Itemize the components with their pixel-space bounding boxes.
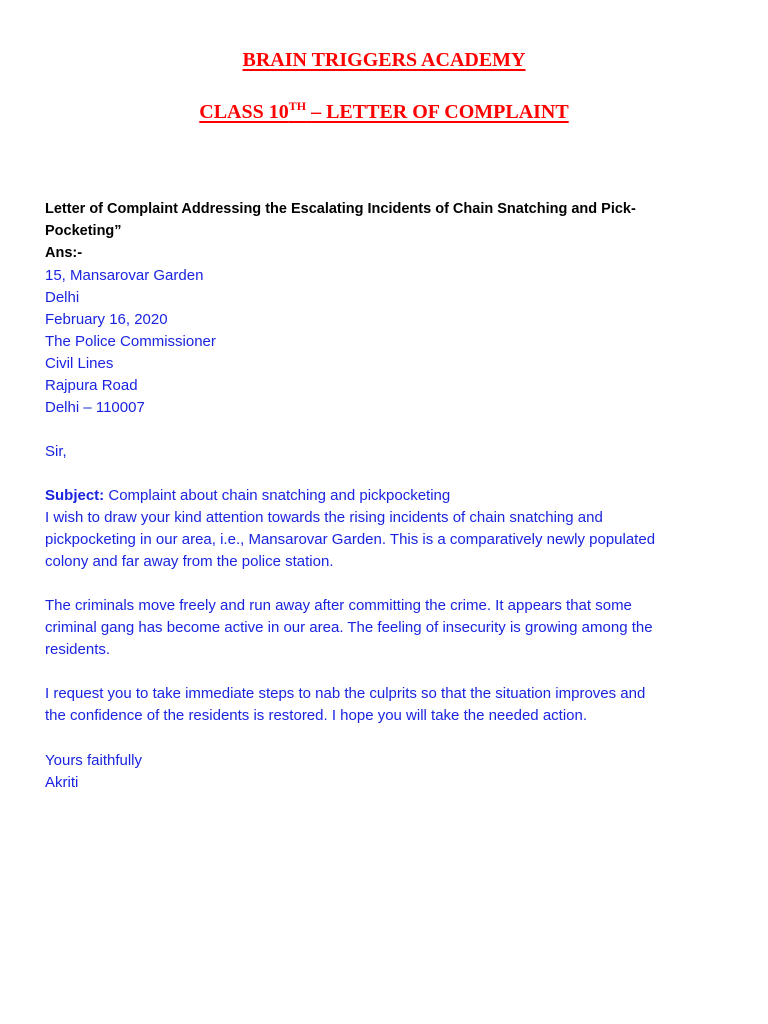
question-line-2: Pocketing” [45, 223, 122, 239]
paragraph-1-line-1: I wish to draw your kind attention towards the rising incidents of chain snatching and [45, 509, 603, 526]
sender-address-line-1: 15, Mansarovar Garden [45, 267, 204, 284]
valediction: Yours faithfully [45, 752, 143, 769]
question-line-1: Letter of Complaint Addressing the Escalating Incidents of Chain Snatching and Pick- [45, 201, 636, 217]
class-subtitle [0, 101, 768, 124]
paragraph-3-line-2: the confidence of the residents is restored. I hope you will take the needed action. [45, 707, 588, 724]
paragraph-2-line-3: residents. [45, 641, 111, 658]
subtitle-prefix: CLASS 10 [199, 101, 289, 123]
paragraph-1-line-3: colony and far away from the police station. [45, 553, 334, 570]
signature-name: Akriti [45, 774, 79, 791]
sender-address-line-2: Delhi [45, 289, 80, 306]
salutation: Sir, [45, 443, 67, 460]
paragraph-2-line-2: criminal gang has become active in our area. The feeling of insecurity is growing among the [45, 619, 653, 636]
letter-date: February 16, 2020 [45, 311, 168, 328]
receiver-address-line-3: Rajpura Road [45, 377, 138, 394]
subtitle-superscript: TH [288, 99, 307, 113]
paragraph-1-line-2: pickpocketing in our area, i.e., Mansarovar Garden. This is a comparatively newly populated [45, 531, 656, 548]
subject-text: Complaint about chain snatching and pickpocketing [104, 487, 451, 504]
paragraph-2-line-1: The criminals move freely and run away after committing the crime. It appears that some [45, 597, 632, 614]
subtitle-suffix: – LETTER OF COMPLAINT [306, 101, 569, 123]
receiver-address-line-4: Delhi – 110007 [45, 399, 145, 416]
subject-line [45, 485, 450, 507]
receiver-address-line-1: The Police Commissioner [45, 333, 216, 350]
academy-title: BRAIN TRIGGERS ACADEMY [242, 49, 526, 71]
receiver-address-line-2: Civil Lines [45, 355, 114, 372]
subject-label: Subject: [45, 487, 105, 504]
answer-label: Ans:- [45, 245, 83, 261]
paragraph-3-line-1: I request you to take immediate steps to nab the culprits so that the situation improves and [45, 685, 646, 702]
